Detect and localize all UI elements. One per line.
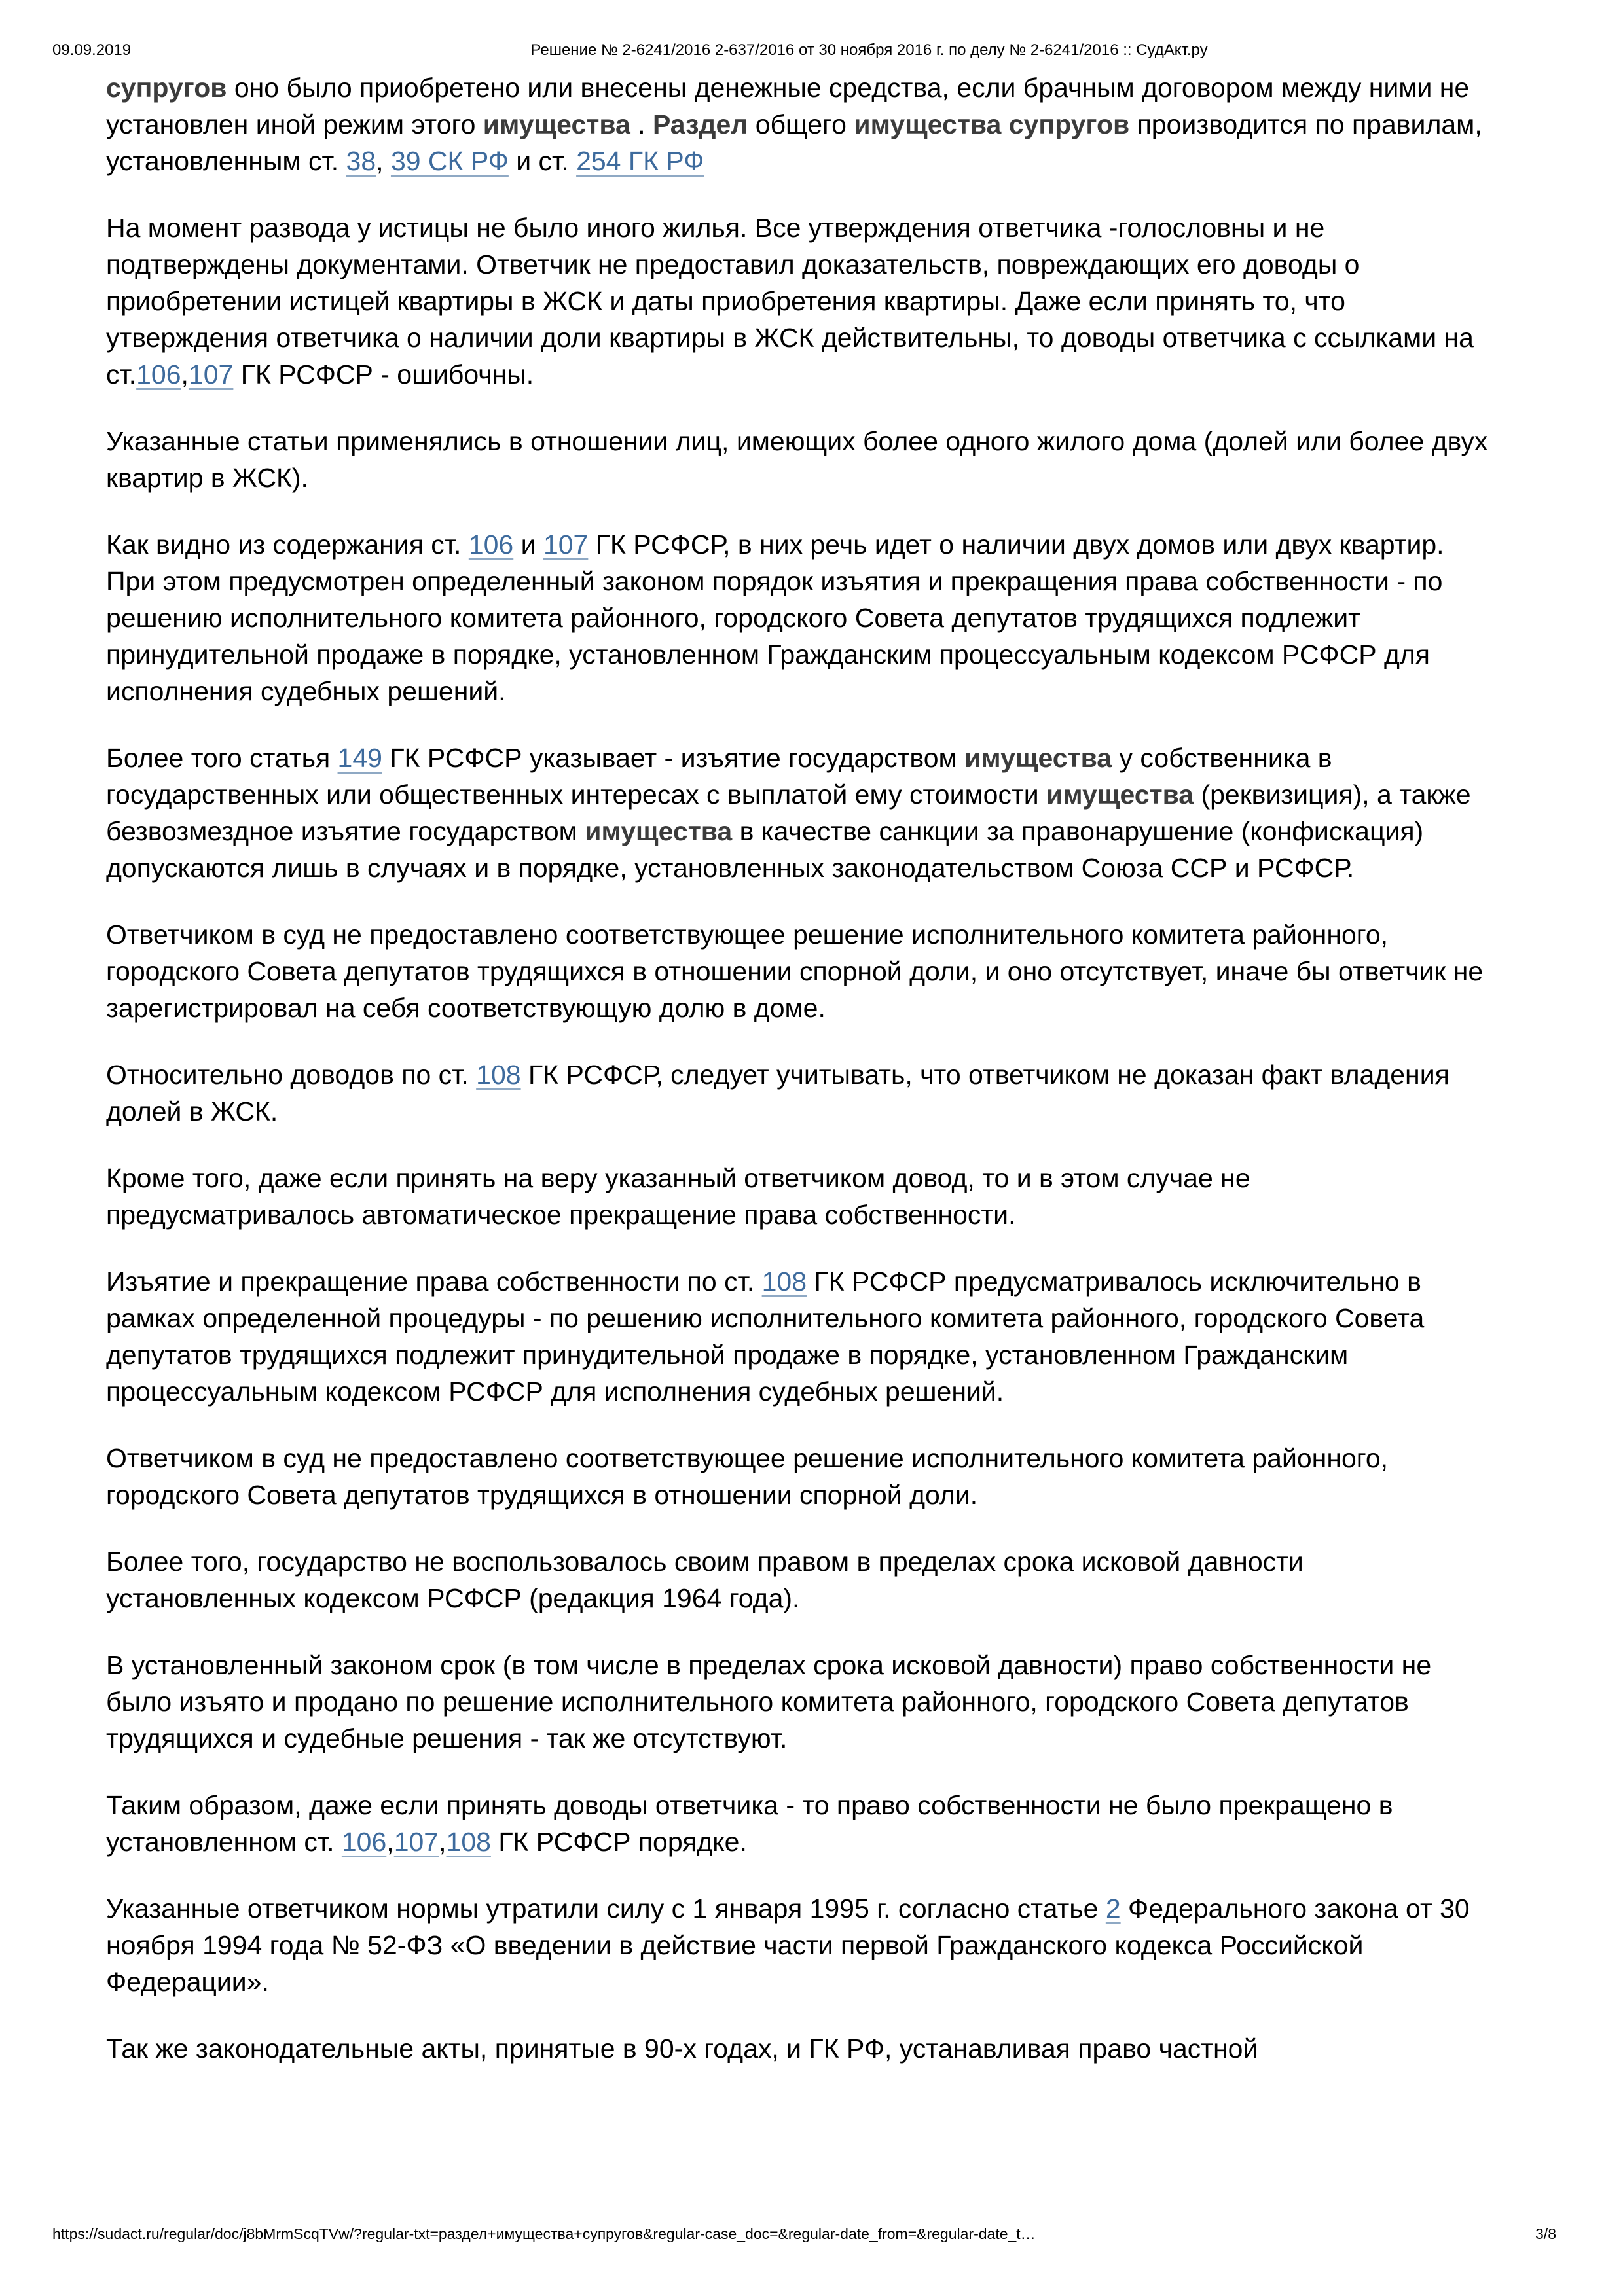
article-link[interactable]: 108 — [476, 1060, 521, 1090]
article-link[interactable]: 2 — [1105, 1893, 1121, 1924]
bold-term: супругов — [106, 73, 227, 103]
text-run: ГК РСФСР предусматривалось исключительно в рамках определенной процедуры - по решению исполнительного комитета районного, городского Совета депутатов трудящихся подлежит принудительной продаже в порядке, установленном Гражданским процессуальным кодексом РСФСР для исполнения судебных решений. — [106, 1266, 1425, 1407]
article-link[interactable]: 108 — [761, 1266, 807, 1297]
paragraph — [106, 423, 1494, 496]
paragraph — [106, 69, 1494, 179]
paragraph — [106, 740, 1494, 886]
text-run: и ст. — [508, 146, 577, 176]
text-run: В установленный законом срок (в том числе в пределах срока исковой давности) право собственности не было изъято и продано по решение исполнительного комитета районного, городского Совета депутатов трудящихся и судебные решения - так же отсутствуют. — [106, 1650, 1432, 1753]
print-footer — [52, 2224, 1556, 2244]
article-link[interactable]: 107 — [188, 359, 234, 389]
paragraph — [106, 1787, 1494, 1860]
paragraph — [106, 209, 1494, 393]
text-run: , — [439, 1827, 447, 1857]
text-run: Более того, государство не воспользовалось своим правом в пределах срока исковой давности установленных кодексом РСФСР (редакция 1964 года). — [106, 1547, 1304, 1613]
text-run: Более того статья — [106, 743, 338, 773]
text-run: Так же законодательные акты, принятые в 90-х годах, и ГК РФ, устанавливая право частной — [106, 2034, 1258, 2064]
text-run: Как видно из содержания ст. — [106, 529, 469, 560]
text-run: Изъятие и прекращение права собственности по ст. — [106, 1266, 762, 1297]
article-link[interactable]: 39 СК РФ — [390, 146, 509, 176]
text-run: ГК РСФСР порядке. — [490, 1827, 747, 1857]
article-link[interactable]: 149 — [337, 743, 382, 773]
text-run: Ответчиком в суд не предоставлено соответствующее решение исполнительного комитета районного, городского Совета депутатов трудящихся в отношении спорной доли, и оно отсутствует, иначе бы ответчик не зарегистрировал на себя соответствующую долю в доме. — [106, 920, 1484, 1023]
text-run: Федерального закона от 30 ноября 1994 года № 52-ФЗ «О введении в действие части первой Гражданского кодекса Российской Федерации». — [106, 1893, 1470, 1997]
text-run: общего — [748, 109, 854, 139]
paragraph — [106, 1160, 1494, 1233]
bold-term: имущества — [483, 109, 630, 139]
text-run: , — [181, 359, 189, 389]
text-run: Указанные статьи применялись в отношении лиц, имеющих более одного жилого дома (долей или более двух квартир в ЖСК). — [106, 426, 1488, 493]
text-run: производится по правилам, установленным ст. — [106, 109, 1482, 176]
paragraph — [106, 2030, 1494, 2067]
paragraph — [106, 526, 1494, 709]
source-url: https://sudact.ru/regular/doc/j8bMrmScqTVw/?regular-txt=раздел+имущества+супругов&regular-case_doc=&regular-date_from=&regular-date_t… — [52, 2225, 1036, 2242]
article-link[interactable]: 106 — [341, 1827, 387, 1857]
article-link[interactable]: 107 — [393, 1827, 439, 1857]
text-run: , — [386, 1827, 394, 1857]
text-run: в качестве санкции за правонарушение (конфискация) допускаются лишь в случаях и в порядке, установленных законодательством Союза ССР и РСФСР. — [106, 816, 1424, 883]
article-link[interactable]: 106 — [136, 359, 181, 389]
page-title: Решение № 2-6241/2016 2-637/2016 от 30 ноября 2016 г. по делу № 2-6241/2016 :: СудАкт.ру — [530, 41, 1208, 59]
text-run: и — [513, 529, 543, 560]
bold-term: имущества — [585, 816, 733, 846]
print-date: 09.09.2019 — [52, 41, 132, 59]
text-run: На момент развода у истицы не было иного жилья. Все утверждения ответчика -голословны и не подтверждены документами. Ответчик не предоставил доказательств, повреждающих его доводы о приобретении истицей квартиры в ЖСК и даты приобретения квартиры. Даже если принять то, что утверждения ответчика о наличии доли квартиры в ЖСК действительны, то доводы ответчика с ссылками на ст. — [106, 213, 1474, 389]
article-link[interactable]: 38 — [346, 146, 376, 176]
decision-text-body — [106, 69, 1494, 2097]
article-link[interactable]: 106 — [468, 529, 514, 560]
text-run: Ответчиком в суд не предоставлено соответствующее решение исполнительного комитета районного, городского Совета депутатов трудящихся в отношении спорной доли. — [106, 1443, 1389, 1510]
text-run: ГК РСФСР - ошибочны. — [233, 359, 534, 389]
text-run: ГК РСФСР, в них речь идет о наличии двух домов или двух квартир. При этом предусмотрен определенный законом порядок изъятия и прекращения права собственности - по решению исполнительного комитета районного, городского Совета депутатов трудящихся подлежит принудительной продаже в порядке, установленном Гражданским процессуальным кодексом РСФСР для исполнения судебных решений. — [106, 529, 1444, 706]
text-run: Таким образом, даже если принять доводы ответчика - то право собственности не было прекращено в установленном ст. — [106, 1790, 1393, 1857]
bold-term: имущества — [964, 743, 1112, 773]
paragraph — [106, 1890, 1494, 2000]
page-number-indicator: 3/8 — [1535, 2225, 1556, 2242]
article-link[interactable]: 107 — [543, 529, 589, 560]
paragraph — [106, 1647, 1494, 1757]
article-link[interactable]: 108 — [446, 1827, 491, 1857]
paragraph — [106, 1543, 1494, 1617]
text-run: оно было приобретено или внесены денежные средства, если брачным договором между ними не установлен иной режим этого — [106, 73, 1470, 139]
paragraph — [106, 1263, 1494, 1410]
paragraph — [106, 1056, 1494, 1130]
text-run: . — [630, 109, 653, 139]
bold-term: Раздел — [652, 109, 748, 139]
text-run: Относительно доводов по ст. — [106, 1060, 477, 1090]
text-run: ГК РСФСР, следует учитывать, что ответчиком не доказан факт владения долей в ЖСК. — [106, 1060, 1450, 1126]
text-run: Указанные ответчиком нормы утратили силу с 1 января 1995 г. согласно статье — [106, 1893, 1106, 1924]
paragraph — [106, 916, 1494, 1026]
text-run: Кроме того, даже если принять на веру указанный ответчиком довод, то и в этом случае не предусматривалось автоматическое прекращение права собственности. — [106, 1163, 1250, 1230]
text-run: (реквизиция), а также безвозмездное изъятие государством — [106, 780, 1471, 846]
article-link[interactable]: 254 ГК РФ — [576, 146, 704, 176]
text-run: , — [376, 146, 391, 176]
bold-term: имущества — [1046, 780, 1194, 810]
paragraph — [106, 1440, 1494, 1513]
print-header — [52, 41, 1571, 63]
text-run: ГК РСФСР указывает - изъятие государством — [382, 743, 965, 773]
bold-term: имущества супругов — [854, 109, 1130, 139]
text-run: у собственника в государственных или общественных интересах с выплатой ему стоимости — [106, 743, 1332, 810]
